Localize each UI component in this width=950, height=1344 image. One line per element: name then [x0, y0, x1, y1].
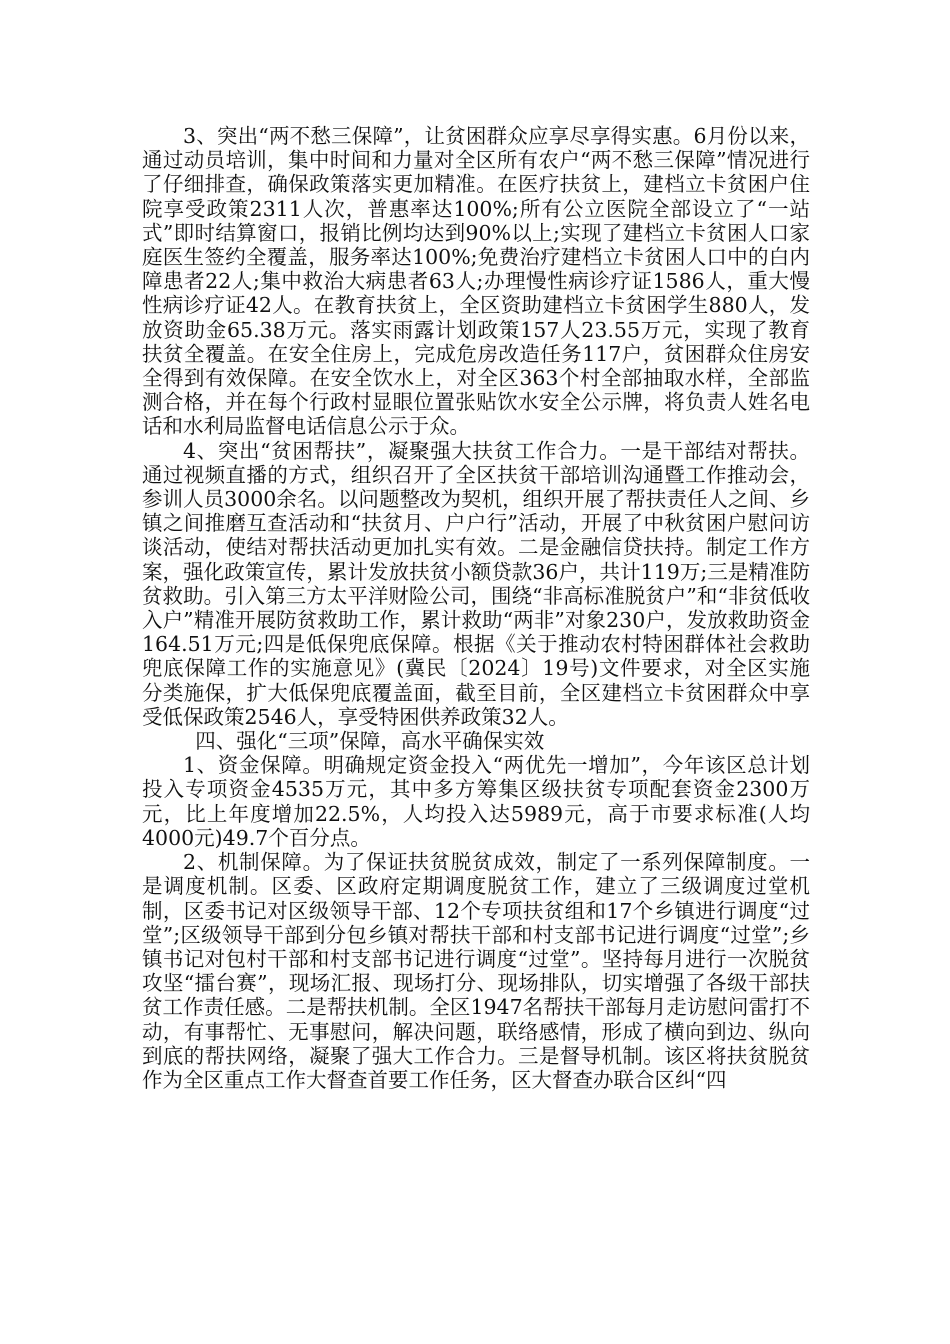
paragraph-health-education-housing-water: 3、突出“两不愁三保障”，让贫困群众应享尽享得实惠。6月份以来，通过动员培训，集中时间和力量对全区所有农户“两不愁三保障”情况进行了仔细排查，确保政策落实更加精准。在医疗扶贫上，建档立卡贫困户住院享受政策2311人次，普惠率达100%;所有公立医院全部设立了“一站式”即时结算窗口，报销比例均达到90%以上;实现了建档立卡贫困人口家庭医生签约全覆盖，服务率达100%;免费治疗建档立卡贫困人口中的白内障患者22人;集中救治大病患者63人;办理慢性病诊疗证1586人，重大慢性病诊疗证42人。在教育扶贫上，全区资助建档立卡贫困学生880人，发放资助金65.38万元。落实雨露计划政策157人23.55万元，实现了教育扶贫全覆盖。在安全住房上，完成危房改造任务117户，贫困群众住房安全得到有效保障。在安全饮水上，对全区363个村全部抽取水样，全部监测合格，并在每个行政村显眼位置张贴饮水安全公示牌，将负责人姓名电话和水利局监督电话信息公示于众。 [142, 124, 810, 439]
section-heading-three-guarantees: 四、强化“三项”保障，高水平确保实效 [195, 729, 545, 754]
document-body [142, 124, 810, 1092]
paragraph-mechanism-guarantee: 2、机制保障。为了保证扶贫脱贫成效，制定了一系列保障制度。一是调度机制。区委、区政府定期调度脱贫工作，建立了三级调度过堂机制，区委书记对区级领导干部、12个专项扶贫组和17个乡镇进行调度“过堂”;区级领导干部到分包乡镇对帮扶干部和村支部书记进行调度“过堂”;乡镇书记对包村干部和村支部书记进行调度“过堂”。坚持每月进行一次脱贫攻坚“擂台赛”，现场汇报、现场打分、现场排队，切实增强了各级干部扶贫工作责任感。二是帮扶机制。全区1947名帮扶干部每月走访慰问雷打不动，有事帮忙、无事慰问，解决问题，联络感情，形成了横向到边、纵向到底的帮扶网络，凝聚了强大工作合力。三是督导机制。该区将扶贫脱贫作为全区重点工作大督查首要工作任务，区大督查办联合区纠“四 [142, 850, 810, 1092]
paragraph-poverty-assistance: 4、突出“贫困帮扶”，凝聚强大扶贫工作合力。一是干部结对帮扶。通过视频直播的方式，组织召开了全区扶贫干部培训沟通暨工作推动会，参训人员3000余名。以问题整改为契机，组织开展了帮扶责任人之间、乡镇之间推磨互查活动和“扶贫月、户户行”活动，开展了中秋贫困户慰问访谈活动，使结对帮扶活动更加扎实有效。二是金融信贷扶持。制定工作方案，强化政策宣传，累计发放扶贫小额贷款36户，共计119万;三是精准防贫救助。引入第三方太平洋财险公司，围绕“非高标准脱贫户”和“非贫低收入户”精准开展防贫救助工作，累计救助“两非”对象230户，发放救助资金164.51万元;四是低保兜底保障。根据《关于推动农村特困群体社会救助兜底保障工作的实施意见》(冀民〔2024〕19号)文件要求，对全区实施分类施保，扩大低保兜底覆盖面，截至目前，全区建档立卡贫困群众中享受低保政策2546人，享受特困供养政策32人。 [142, 438, 810, 729]
paragraph-funding-guarantee: 1、资金保障。明确规定资金投入“两优先一增加”，今年该区总计划投入专项资金4535万元，其中多方筹集区级扶贫专项配套资金2300万元，比上年度增加22.5%，人均投入达5989元，高于市要求标准(人均4000元)49.7个百分点。 [142, 753, 810, 850]
